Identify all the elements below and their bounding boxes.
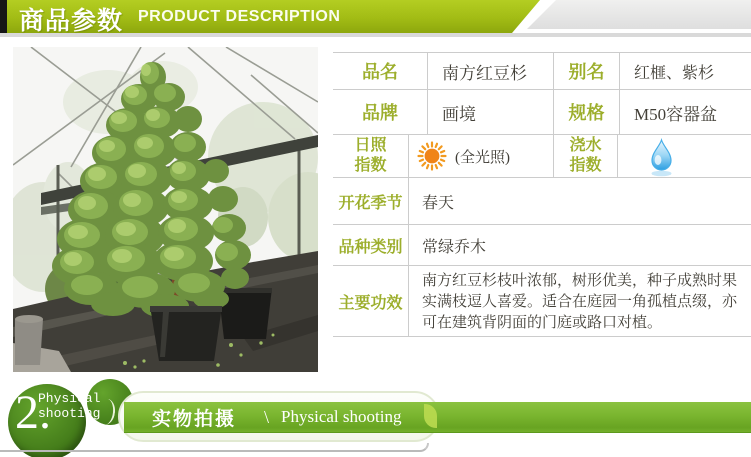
table-row bbox=[333, 53, 751, 90]
table-row bbox=[333, 90, 751, 135]
table-row bbox=[333, 135, 751, 178]
table-row bbox=[333, 178, 751, 225]
param-effects-label: 主要功效 bbox=[338, 294, 403, 312]
photo-main-pot bbox=[150, 306, 222, 361]
param-category-value: 常绿乔木 bbox=[408, 225, 751, 265]
param-brand-label: 品牌 bbox=[362, 103, 398, 123]
sunlight-value-text: (全光照) bbox=[455, 149, 510, 166]
param-watering-value bbox=[617, 135, 751, 177]
ribbon-title-en: Physical shooting bbox=[281, 407, 402, 426]
param-effects-value: 南方红豆杉枝叶浓郁，树形优美，种子成熟时果实满枝逗人喜爱。适合在庭园一角孤植点缀，亦可在建筑背阴面的门庭或路口对植。 bbox=[408, 266, 751, 336]
ribbon-divider: \ bbox=[264, 406, 270, 427]
product-photo bbox=[13, 47, 318, 372]
param-name-label: 品名 bbox=[362, 62, 398, 82]
ribbon-title-cn: 实物拍摄 bbox=[152, 408, 237, 430]
page-title-cn: 商品参数 bbox=[19, 7, 124, 35]
param-spec-label: 规格 bbox=[553, 90, 619, 134]
param-brand-value: 画境 bbox=[427, 90, 553, 134]
section-label-en-line1: Physical bbox=[38, 391, 101, 406]
param-spec-value: M50容器盆 bbox=[619, 90, 751, 134]
header-gray-band bbox=[515, 0, 751, 29]
param-alias-label: 别名 bbox=[553, 53, 619, 89]
water-drop-icon bbox=[648, 138, 675, 178]
param-alias-value: 红榧、紫杉 bbox=[619, 53, 751, 89]
param-category-label: 品种类别 bbox=[338, 238, 403, 256]
sunlight-label-line2: 指数 bbox=[354, 157, 387, 174]
param-sunlight-value bbox=[408, 135, 553, 177]
watering-label-line2: 指数 bbox=[569, 157, 602, 174]
table-row bbox=[333, 266, 751, 337]
watering-label-line1: 浇水 bbox=[569, 137, 602, 154]
banner-ribbon bbox=[124, 402, 751, 433]
section-number: 2. bbox=[15, 386, 51, 439]
section-label-en-line2: shooting bbox=[38, 406, 101, 421]
page-title-en: PRODUCT DESCRIPTION bbox=[138, 8, 341, 25]
panel-bottom-border bbox=[0, 443, 429, 452]
parameter-table bbox=[333, 52, 751, 337]
param-name-value: 南方红豆杉 bbox=[427, 53, 553, 89]
param-flowering-value: 春天 bbox=[408, 178, 751, 224]
sunlight-label-line1: 日照 bbox=[354, 137, 387, 154]
param-watering-label bbox=[553, 135, 617, 177]
param-sunlight-label bbox=[333, 135, 408, 177]
param-flowering-label: 开花季节 bbox=[338, 194, 403, 212]
section-label-en bbox=[38, 391, 100, 421]
table-row bbox=[333, 225, 751, 266]
header-left-black-bar bbox=[0, 0, 7, 33]
sun-icon bbox=[417, 141, 447, 171]
